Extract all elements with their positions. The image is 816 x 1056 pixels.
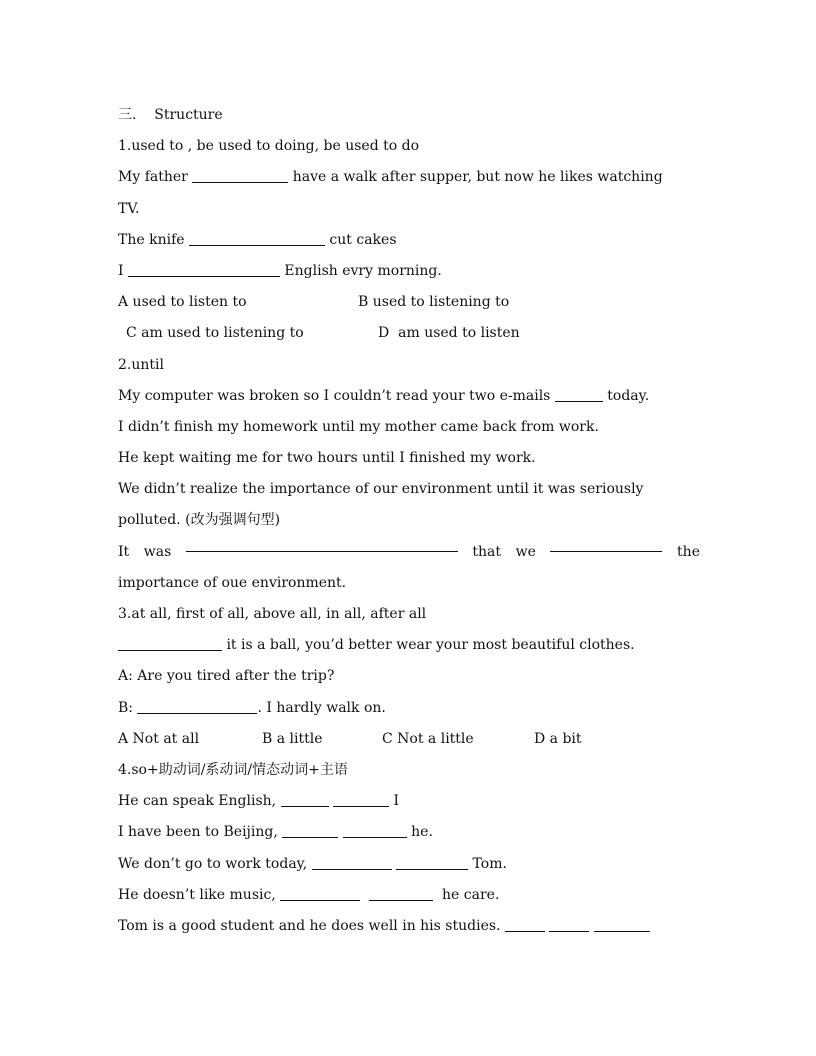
- topic3-options: [118, 724, 700, 755]
- answer-blank: [128, 262, 280, 277]
- answer-blank: [282, 823, 338, 838]
- sentence-text: I: [389, 793, 400, 810]
- question-text: have a walk after supper, but now he likes watching: [288, 169, 663, 186]
- word: we: [515, 543, 536, 560]
- question-text: English evry morning.: [279, 262, 442, 279]
- topic4-heading: 4.so+助动词/系动词/情态动词+主语: [118, 761, 348, 778]
- answer-blank: [343, 823, 407, 838]
- topic2-sentence4: We didn’t realize the importance of our environment until it was seriously: [118, 481, 644, 498]
- answer-blank: [549, 917, 589, 932]
- topic1-options-row1: [118, 287, 700, 318]
- section-title: Structure: [154, 107, 223, 123]
- option-c: C Not a little: [382, 730, 474, 747]
- topic1-question1: [118, 162, 700, 193]
- word: the: [677, 543, 700, 560]
- answer-blank: [137, 699, 257, 714]
- topic1-question2: [118, 225, 700, 256]
- answer-blank: [186, 537, 458, 552]
- answer-blank: [369, 886, 433, 901]
- sentence-text: today.: [602, 387, 650, 404]
- topic4-sentence4: [118, 880, 700, 911]
- sentence-text: it is a ball, you’d better wear your most beautiful clothes.: [222, 637, 635, 654]
- topic1-question1-continuation: TV.: [118, 200, 140, 217]
- answer-blank: [280, 886, 360, 901]
- option-b: B used to listening to: [358, 294, 510, 311]
- answer-blank: [550, 537, 662, 552]
- question-text: My father: [118, 169, 193, 186]
- sentence-text: he care.: [433, 886, 500, 903]
- topic4-sentence3: [118, 849, 700, 880]
- topic4-sentence1: [118, 786, 700, 817]
- option-c: C am used to listening to: [126, 325, 304, 342]
- option-d: D a bit: [534, 730, 582, 747]
- topic2-sentence2: I didn’t finish my homework until my mother came back from work.: [118, 418, 599, 435]
- answer-blank: [189, 231, 325, 246]
- sentence-text: B:: [118, 699, 138, 716]
- topic2-rewrite-line: [118, 537, 700, 568]
- section-number: 三.: [118, 107, 137, 123]
- sentence-text: . I hardly walk on.: [257, 699, 386, 716]
- word: that: [472, 543, 502, 560]
- option-a: A used to listen to: [118, 294, 247, 311]
- option-d: D am used to listen: [378, 325, 520, 342]
- topic2-sentence3: He kept waiting me for two hours until I finished my work.: [118, 450, 536, 467]
- topic4-sentence2: [118, 817, 700, 848]
- answer-blank: [281, 792, 329, 807]
- word: was: [143, 543, 172, 560]
- topic3-sentence1: [118, 630, 700, 661]
- option-a: A Not at all: [118, 730, 200, 747]
- topic2-rewrite-continuation: importance of oue environment.: [118, 574, 347, 591]
- answer-blank: [312, 855, 392, 870]
- topic2-sentence4-continuation: polluted. (改为强调句型): [118, 512, 281, 529]
- answer-blank: [333, 792, 389, 807]
- option-b: B a little: [262, 730, 323, 747]
- answer-blank: [555, 387, 603, 402]
- topic3-dialog-b: [118, 693, 700, 724]
- sentence-text: I have been to Beijing,: [118, 824, 283, 841]
- topic3-dialog-a: A: Are you tired after the trip?: [118, 668, 335, 685]
- topic1-question3: [118, 256, 700, 287]
- sentence-text: My computer was broken so I couldn’t read your two e-mails: [118, 387, 555, 404]
- section-heading: [118, 100, 700, 131]
- topic2-heading: 2.until: [118, 356, 164, 373]
- answer-blank: [118, 636, 222, 651]
- sentence-text: Tom is a good student and he does well in his studies.: [118, 917, 505, 934]
- question-text: The knife: [118, 231, 189, 248]
- question-text: I: [118, 262, 128, 279]
- sentence-text: Tom.: [468, 855, 507, 872]
- answer-blank: [396, 855, 468, 870]
- topic3-heading: 3.at all, first of all, above all, in all, after all: [118, 606, 427, 622]
- word: It: [118, 543, 130, 560]
- document-page: [118, 100, 700, 942]
- answer-blank: [192, 168, 288, 183]
- sentence-text: he.: [406, 824, 433, 841]
- answer-blank: [594, 917, 650, 932]
- topic1-heading: 1.used to , be used to doing, be used to do: [118, 138, 419, 155]
- topic2-sentence1: [118, 381, 700, 412]
- answer-blank: [505, 917, 545, 932]
- question-text: cut cakes: [324, 231, 397, 248]
- topic1-options-row2: [118, 318, 700, 349]
- sentence-text: He can speak English,: [118, 793, 281, 810]
- topic4-sentence5: [118, 911, 700, 942]
- sentence-text: We don’t go to work today,: [118, 855, 312, 872]
- sentence-text: He doesn’t like music,: [118, 886, 281, 903]
